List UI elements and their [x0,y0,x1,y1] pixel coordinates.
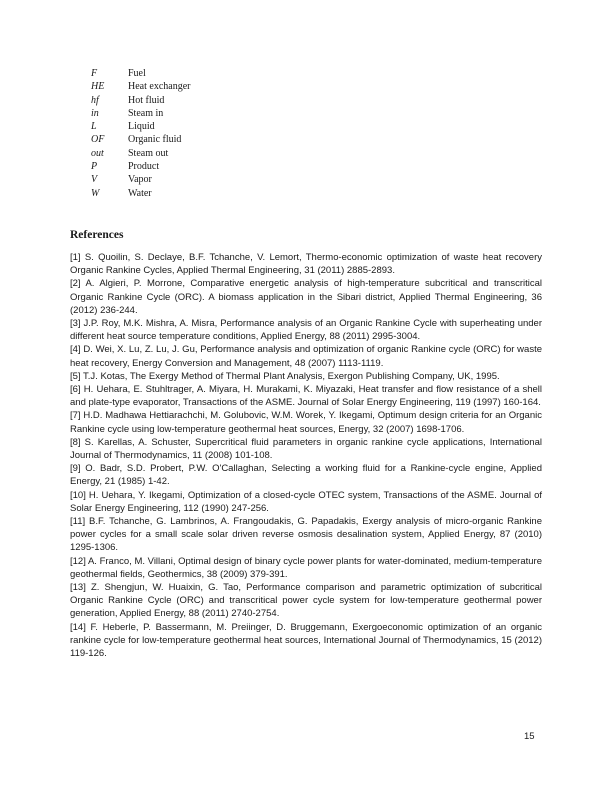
nomenclature-definition: Fuel [128,68,146,79]
nomenclature-row [91,120,190,133]
nomenclature-definition: Heat exchanger [128,81,191,93]
nomenclature-symbol: V [91,174,98,186]
nomenclature-definition: Water [128,187,152,199]
reference-item: [5] T.J. Kotas, The Exergy Method of Thermal Plant Analysis, Exergon Publishing Company, UK, 1995. [70,370,500,382]
references-heading: References [70,229,124,241]
nomenclature-symbol: F [91,68,98,79]
nomenclature-symbol: in [91,107,99,119]
nomenclature-row [91,147,190,160]
nomenclature-definition: Liquid [128,121,155,133]
reference-item: [11] B.F. Tchanche, G. Lambrinos, A. Frangoudakis, G. Papadakis, Exergy analysis of micro-organic Rankine power cycles for a small scale solar driven reverse osmosis desalination system, Applied Energy, 87 (2010) 1295-1306. [70,516,542,554]
reference-item: [2] A. Algieri, P. Morrone, Comparative energetic analysis of high-temperature subcritical and transcritical Organic Rankine Cycle (ORC). A biomass application in the Sibari district, Applied Thermal Engineering, 36 (2012) 236-244. [70,278,542,316]
nomenclature-definition: Organic fluid [128,134,182,146]
nomenclature-definition: Product [128,161,160,173]
nomenclature-symbol: L [91,121,97,133]
reference-item: [8] S. Karellas, A. Schuster, Supercritical fluid parameters in organic rankine cycle applications, International Journal of Thermodynamics, 11 (2008) 101-108. [70,436,542,462]
reference-item: [3] J.P. Roy, M.K. Mishra, A. Misra, Performance analysis of an Organic Rankine Cycle with superheating under different heat source temperature conditions, Applied Energy, 88 (2011) 2995-3004. [70,318,542,343]
reference-item: [10] H. Uehara, Y. Ikegami, Optimization of a closed-cycle OTEC system, Transactions of the ASME. Journal of Solar Energy Engineering, 112 (1990) 247-256. [70,489,542,514]
nomenclature-symbol: P [91,161,98,173]
nomenclature-row [91,94,190,107]
nomenclature-list [91,67,190,200]
nomenclature-row [91,173,190,186]
reference-item: [7] H.D. Madhawa Hettiarachchi, M. Golubovic, W.M. Worek, Y. Ikegami, Optimum design criteria for an Organic Rankine cycle using low-temperature geothermal heat sources, Energy, 32 (2007) 1698-1706. [70,410,542,435]
nomenclature-row [91,133,190,146]
reference-item: [12] A. Franco, M. Villani, Optimal design of binary cycle power plants for water-dominated, medium-temperature geothermal fields, Geothermics, 38 (2009) 379-391. [70,555,542,580]
nomenclature-definition: Steam in [128,107,164,119]
nomenclature-definition: Hot fluid [128,94,165,106]
reference-item: [4] D. Wei, X. Lu, Z. Lu, J. Gu, Performance analysis and optimization of organic Rankine cycle (ORC) for waste heat recovery, Energy Conversion and Management, 48 (2007) 1113-1119. [70,344,542,369]
nomenclature-definition: Vapor [128,174,152,186]
references-list [70,251,542,660]
nomenclature-symbol: HE [91,81,105,93]
nomenclature-row [91,67,190,80]
nomenclature-symbol: W [91,187,100,199]
reference-item: [6] H. Uehara, E. Stuhltrager, A. Miyara, H. Murakami, K. Miyazaki, Heat transfer and flow resistance of a shell and plate-type evaporator, Transactions of the ASME. Journal of Solar Energy Engineering, 119 (1997) 160-164. [70,384,542,409]
nomenclature-symbol: out [91,147,104,159]
nomenclature-symbol: OF [91,134,105,146]
reference-item: [13] Z. Shengjun, W. Huaixin, G. Tao, Performance comparison and parametric optimization of subcritical Organic Rankine Cycle (ORC) and transcritical power cycle system for low-temperature geothermal power generation, Applied Energy, 88 (2011) 2740-2754. [70,582,542,620]
page-number: 15 [524,731,535,742]
nomenclature-row [91,160,190,173]
reference-item: [1] S. Quoilin, S. Declaye, B.F. Tchanche, V. Lemort, Thermo-economic optimization of waste heat recovery Organic Rankine Cycles, Applied Thermal Engineering, 31 (2011) 2885-2893. [70,252,542,277]
reference-item: [9] O. Badr, S.D. Probert, P.W. O'Callaghan, Selecting a working fluid for a Rankine-cycle engine, Applied Energy, 21 (1985) 1-42. [70,463,542,488]
nomenclature-row [91,107,190,120]
nomenclature-definition: Steam out [128,147,169,159]
nomenclature-symbol: hf [91,94,99,106]
reference-item: [14] F. Heberle, P. Bassermann, M. Preiinger, D. Bruggemann, Exergoeconomic optimization of an organic rankine cycle for low-temperature geothermal heat sources, International Journal of Thermodynamics, 15 (2012) 119-126. [70,621,542,660]
nomenclature-row [91,187,190,200]
nomenclature-row [91,80,190,93]
